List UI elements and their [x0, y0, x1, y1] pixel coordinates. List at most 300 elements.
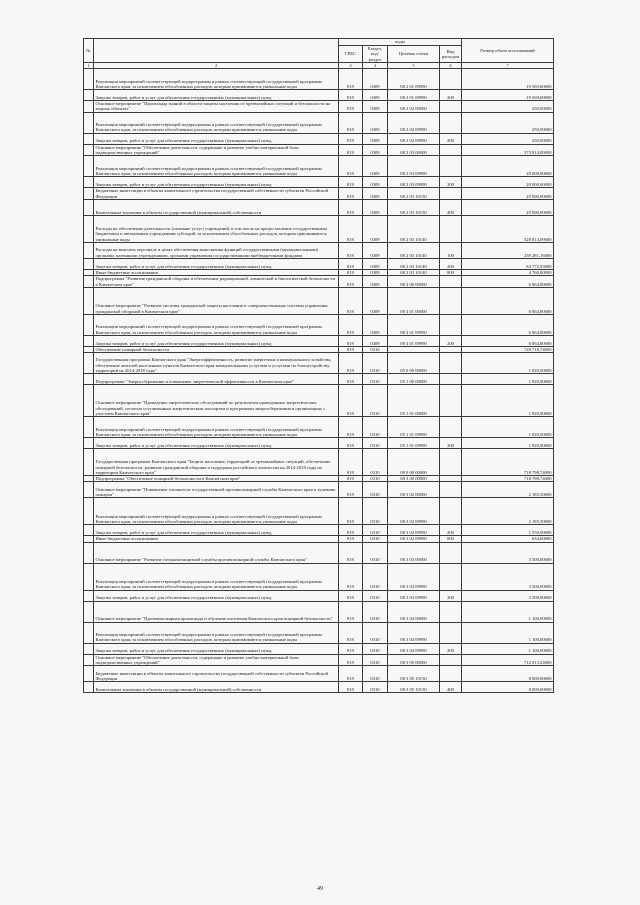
cell-num [84, 643, 94, 654]
cell-amount: 25 000,00000 [462, 199, 554, 215]
table-row [84, 449, 554, 476]
table-row [84, 276, 554, 288]
cell-amount: 20 000,00000 [462, 177, 554, 188]
cell-target: 08 3 02 00000 [388, 482, 440, 498]
cell-name: Закупка товаров, работ и услуг для обеспечения государственных (муниципальных) нужд [94, 643, 339, 654]
cell-grbs: 819 [339, 242, 363, 258]
index-cell: 7 [462, 62, 554, 68]
cell-target: 08 2 01 09990 [388, 69, 440, 90]
cell-num [84, 385, 94, 417]
table-row [84, 335, 554, 346]
cell-num [84, 112, 94, 133]
cell-grbs: 819 [339, 438, 363, 449]
cell-type: 200 [440, 438, 462, 449]
cell-grbs: 819 [339, 177, 363, 188]
cell-section: 0309 [363, 242, 388, 258]
cell-type: 400 [440, 682, 462, 693]
cell-name: Государственная программа Камчатского края "Энергоэффективность, развитие энергетики и коммунального хозяйства, обеспечение жителей населенных пунктов Камчатского края коммунальными услугами и услугами по благоустройству территорий на 2014-2018 годы" [94, 353, 339, 374]
index-cell: 3 [339, 62, 363, 68]
cell-section: 0309 [363, 144, 388, 156]
cell-grbs: 819 [339, 654, 363, 666]
cell-name: Основное мероприятие "Противопожарная пропаганда и обучение населения Камчатского края пожарной безопасности" [94, 601, 339, 622]
cell-section: 0309 [363, 101, 388, 113]
cell-num [84, 353, 94, 374]
cell-type [440, 156, 462, 177]
cell-amount: 1 920,00000 [462, 385, 554, 417]
cell-amount: 1 100,00000 [462, 643, 554, 654]
cell-target: 08 2 03 10140 [388, 215, 440, 242]
cell-section: 0309 [363, 287, 388, 314]
cell-name: Основное мероприятие "Обеспечение деятельности, содержание и развитие учебно-материальной базы подведомственных учреждений" [94, 654, 339, 666]
cell-target: 05 1 00 00000 [388, 374, 440, 385]
cell-num [84, 374, 94, 385]
cell-amount: 8 000,00000 [462, 666, 554, 682]
cell-amount: 1 100,00000 [462, 622, 554, 643]
cell-type: 800 [440, 536, 462, 542]
cell-name: Основное мероприятие "Пропаганда знаний в области защиты населения от чрезвычайных ситуаций и безопасности на водных объектах" [94, 101, 339, 113]
cell-num [84, 417, 94, 438]
cell-section: 0309 [363, 335, 388, 346]
cell-type [440, 112, 462, 133]
cell-grbs: 819 [339, 276, 363, 288]
cell-type: 100 [440, 242, 462, 258]
cell-target: 08 2 02 09990 [388, 133, 440, 144]
cell-target: 08 3 02 09990 [388, 525, 440, 536]
cell-amount: 250,00000 [462, 101, 554, 113]
cell-grbs: 819 [339, 498, 363, 525]
cell-section: 0310 [363, 449, 388, 476]
table-header [84, 39, 554, 69]
cell-section: 0310 [363, 542, 388, 563]
cell-section: 0310 [363, 536, 388, 542]
table-row [84, 374, 554, 385]
index-cell: 5 [388, 62, 440, 68]
cell-grbs: 819 [339, 590, 363, 601]
cell-target: 08 2 02 09990 [388, 112, 440, 133]
cell-name: Бюджетные инвестиции в объекты капитального строительства государственной собственности субъектов Российской Федерации [94, 188, 339, 200]
table-row [84, 498, 554, 525]
cell-grbs: 819 [339, 666, 363, 682]
table-row [84, 69, 554, 90]
cell-type: 200 [440, 335, 462, 346]
header-target: Целевая статья [388, 46, 440, 63]
cell-grbs: 819 [339, 643, 363, 654]
cell-amount: 19 569,60000 [462, 90, 554, 101]
table-row [84, 156, 554, 177]
cell-section: 0310 [363, 622, 388, 643]
cell-amount: 328 814,09000 [462, 215, 554, 242]
cell-amount: 718 798,74000 [462, 449, 554, 476]
header-num: № [84, 39, 94, 63]
cell-grbs: 819 [339, 449, 363, 476]
cell-amount: 239 281,16000 [462, 242, 554, 258]
cell-section: 0310 [363, 682, 388, 693]
table-row [84, 417, 554, 438]
cell-type [440, 563, 462, 590]
cell-section: 0310 [363, 385, 388, 417]
cell-target: 08 3 04 00000 [388, 601, 440, 622]
cell-amount: 1 920,00000 [462, 353, 554, 374]
cell-name: Реализация мероприятий соответствующей подпрограммы в рамках соответствующей государственной программы Камчатского края, за исключением обособленных расходов, которым присваиваются уникальные коды [94, 622, 339, 643]
cell-grbs: 819 [339, 112, 363, 133]
cell-name: Основное мероприятие "Проведение энергетических обследований по результатам проведенных энергетических обследований, согласно составленным энергетическим паспортам и программам энергосбережения в организациях с участием Камчатского края" [94, 385, 339, 417]
cell-section: 0310 [363, 643, 388, 654]
cell-target: 08 3 05 00000 [388, 654, 440, 666]
cell-type [440, 353, 462, 374]
cell-grbs: 819 [339, 417, 363, 438]
cell-type: 200 [440, 133, 462, 144]
cell-name: Закупка товаров, работ и услуг для обеспечения государственных (муниципальных) нужд [94, 177, 339, 188]
cell-grbs: 819 [339, 269, 363, 275]
cell-target: 08 4 01 00000 [388, 287, 440, 314]
cell-grbs: 819 [339, 188, 363, 200]
cell-type [440, 498, 462, 525]
cell-section: 0310 [363, 498, 388, 525]
cell-section: 0310 [363, 601, 388, 622]
cell-num [84, 482, 94, 498]
cell-type [440, 276, 462, 288]
cell-type [440, 314, 462, 335]
cell-name: Капитальные вложения в объекты государственной (муниципальной) собственности [94, 199, 339, 215]
cell-name: Реализация мероприятий соответствующей подпрограммы в рамках соответствующей государственной программы Камчатского края, за исключением обособленных расходов, которым присваиваются уникальные коды [94, 563, 339, 590]
cell-type: 200 [440, 643, 462, 654]
cell-target: 08 3 05 10130 [388, 682, 440, 693]
cell-section: 0309 [363, 177, 388, 188]
cell-amount: 84 772,93000 [462, 258, 554, 269]
cell-grbs: 819 [339, 287, 363, 314]
table-row [84, 682, 554, 693]
cell-grbs: 819 [339, 536, 363, 542]
table-row [84, 622, 554, 643]
cell-grbs: 819 [339, 622, 363, 643]
cell-target: 08 3 02 09990 [388, 498, 440, 525]
cell-target: 08 3 03 09990 [388, 590, 440, 601]
cell-grbs: 819 [339, 156, 363, 177]
cell-grbs: 819 [339, 144, 363, 156]
cell-grbs: 819 [339, 542, 363, 563]
cell-type [440, 374, 462, 385]
cell-type [440, 622, 462, 643]
cell-target: 08 3 00 00000 [388, 476, 440, 482]
cell-num [84, 314, 94, 335]
cell-name: Закупка товаров, работ и услуг для обеспечения государственных (муниципальных) нужд [94, 133, 339, 144]
cell-name: Закупка товаров, работ и услуг для обеспечения государственных (муниципальных) нужд [94, 335, 339, 346]
cell-target: 08 2 02 00000 [388, 101, 440, 113]
cell-name: Основное мероприятие "Обеспечение деятельности, содержание и развитие учебно-материальной базы подведомственных учреждений" [94, 144, 339, 156]
cell-type: 200 [440, 177, 462, 188]
cell-grbs: 819 [339, 101, 363, 113]
cell-type [440, 449, 462, 476]
cell-num [84, 563, 94, 590]
cell-target: 05 1 01 09990 [388, 417, 440, 438]
cell-amount: 8 000,00000 [462, 682, 554, 693]
cell-name: Капитальные вложения в объекты государственной (муниципальной) собственности [94, 682, 339, 693]
cell-target: 08 2 03 10130 [388, 188, 440, 200]
cell-amount: 720 718,74000 [462, 346, 554, 352]
cell-num [84, 177, 94, 188]
cell-name: Расходы на выплаты персоналу в целях обеспечения выполнения функций государственными (муниципальными) органами, казенными учреждениями, органами управления государственными внебюджетными фондами [94, 242, 339, 258]
header-amount: Размер объем ассигнований [462, 39, 554, 63]
cell-target: 08 3 05 10130 [388, 666, 440, 682]
cell-num [84, 590, 94, 601]
cell-grbs: 819 [339, 258, 363, 269]
cell-target: 08 2 03 10140 [388, 269, 440, 275]
cell-name: Закупка товаров, работ и услуг для обеспечения государственных (муниципальных) нужд [94, 590, 339, 601]
cell-name: Бюджетные инвестиции в объекты капитального строительства государственной собственности субъектов Российской Федерации [94, 666, 339, 682]
index-cell: 1 [84, 62, 94, 68]
cell-amount: 6 064,80000 [462, 287, 554, 314]
index-cell: 4 [363, 62, 388, 68]
cell-name: Подпрограмма "Энергосбережение и повышение энергетической эффективности в Камчатском крае" [94, 374, 339, 385]
cell-grbs: 819 [339, 90, 363, 101]
cell-amount: 250,00000 [462, 112, 554, 133]
cell-type [440, 101, 462, 113]
cell-target: 08 3 03 00000 [388, 542, 440, 563]
cell-grbs: 819 [339, 335, 363, 346]
cell-amount: 1 920,00000 [462, 438, 554, 449]
budget-table [83, 38, 554, 693]
cell-section: 0309 [363, 133, 388, 144]
cell-section: 0310 [363, 482, 388, 498]
cell-type [440, 654, 462, 666]
cell-target: 08 4 00 00000 [388, 276, 440, 288]
cell-name: Реализация мероприятий соответствующей подпрограммы в рамках соответствующей государственной программы Камчатского края, за исключением обособленных расходов, которым присваиваются уникальные коды [94, 417, 339, 438]
cell-name: Закупка товаров, работ и услуг для обеспечения государственных (муниципальных) нужд [94, 438, 339, 449]
cell-type [440, 144, 462, 156]
cell-type [440, 482, 462, 498]
table-row [84, 199, 554, 215]
cell-target: 05 1 01 00000 [388, 385, 440, 417]
cell-name: Государственная программа Камчатского края "Защита населения, территорий от чрезвычайных ситуаций, обеспечение пожарной безопасности, развитие гражданской обороны и поддержка российского казачества на 2014-2018 годы на территории Камчатского края" [94, 449, 339, 476]
cell-section: 0310 [363, 353, 388, 374]
cell-type [440, 215, 462, 242]
cell-num [84, 242, 94, 258]
cell-num [84, 156, 94, 177]
cell-section: 0309 [363, 188, 388, 200]
cell-amount: 2 185,50000 [462, 482, 554, 498]
cell-name: Иные бюджетные ассигнования [94, 269, 339, 275]
cell-type: 200 [440, 258, 462, 269]
cell-section: 0310 [363, 438, 388, 449]
cell-grbs: 819 [339, 525, 363, 536]
table-row [84, 385, 554, 417]
cell-grbs: 819 [339, 682, 363, 693]
cell-num [84, 542, 94, 563]
table-row [84, 90, 554, 101]
table-row [84, 353, 554, 374]
cell-num [84, 525, 94, 536]
cell-name: Реализация мероприятий соответствующей подпрограммы в рамках соответствующей государственной программы Камчатского края, за исключением обособленных расходов, которым присваиваются уникальные коды [94, 314, 339, 335]
table-row [84, 258, 554, 269]
table-row [84, 643, 554, 654]
cell-num [84, 144, 94, 156]
cell-section: 0309 [363, 156, 388, 177]
cell-type [440, 666, 462, 682]
cell-target: 08 2 03 10140 [388, 258, 440, 269]
cell-name: Реализация мероприятий соответствующей подпрограммы в рамках соответствующей государственной программы Камчатского края, за исключением обособленных расходов, которым присваиваются уникальные коды [94, 498, 339, 525]
table-row [84, 101, 554, 113]
cell-type [440, 542, 462, 563]
cell-num [84, 215, 94, 242]
cell-section: 0309 [363, 90, 388, 101]
cell-target: 08 4 01 09990 [388, 314, 440, 335]
cell-grbs: 819 [339, 346, 363, 352]
cell-name: Закупка товаров, работ и услуг для обеспечения государственных (муниципальных) нужд [94, 90, 339, 101]
cell-num [84, 90, 94, 101]
cell-amount: 1 920,00000 [462, 374, 554, 385]
cell-amount: 20 000,00000 [462, 156, 554, 177]
table-row [84, 314, 554, 335]
cell-section: 0310 [363, 476, 388, 482]
cell-grbs: 819 [339, 199, 363, 215]
cell-amount: 718 798,74000 [462, 476, 554, 482]
cell-name: Реализация мероприятий соответствующей подпрограммы в рамках соответствующей государственной программы Камчатского края, за исключением обособленных расходов, которым присваиваются уникальные коды [94, 156, 339, 177]
cell-section: 0310 [363, 563, 388, 590]
cell-section: 0310 [363, 374, 388, 385]
cell-target: 08 3 03 09990 [388, 563, 440, 590]
table-row [84, 144, 554, 156]
table-body [84, 69, 554, 693]
cell-num [84, 449, 94, 476]
cell-name: Основное мероприятие "Развитие газодымозащитной службы противопожарной службы Камчатского края" [94, 542, 339, 563]
header-type: Вид расходов [440, 46, 462, 63]
cell-name: Реализация мероприятий соответствующей подпрограммы в рамках соответствующей государственной программы Камчатского края, за исключением обособленных расходов, которым присваиваются уникальные коды [94, 112, 339, 133]
cell-num [84, 335, 94, 346]
cell-type: 400 [440, 199, 462, 215]
table-row [84, 482, 554, 498]
table-row [84, 590, 554, 601]
table-row [84, 601, 554, 622]
cell-amount: 1 100,00000 [462, 601, 554, 622]
cell-num [84, 188, 94, 200]
cell-num [84, 438, 94, 449]
cell-amount: 250,00000 [462, 133, 554, 144]
cell-type [440, 287, 462, 314]
cell-amount: 3 500,00000 [462, 590, 554, 601]
cell-amount: 4 760,00000 [462, 269, 554, 275]
cell-target: 05 0 00 00000 [388, 353, 440, 374]
cell-amount: 634,60000 [462, 536, 554, 542]
header-section: Раздел, под-раздел [363, 46, 388, 63]
cell-grbs: 819 [339, 314, 363, 335]
cell-target: 08 3 04 09990 [388, 622, 440, 643]
cell-target: 08 2 01 09990 [388, 90, 440, 101]
table-row [84, 525, 554, 536]
table-row [84, 133, 554, 144]
cell-target: 08 4 01 09990 [388, 335, 440, 346]
cell-name: Иные бюджетные ассигнования [94, 536, 339, 542]
cell-target: 08 0 00 00000 [388, 449, 440, 476]
table-row [84, 666, 554, 682]
cell-grbs: 819 [339, 215, 363, 242]
cell-type: 200 [440, 90, 462, 101]
table-row [84, 242, 554, 258]
cell-section: 0309 [363, 69, 388, 90]
cell-target: 08 2 03 09990 [388, 177, 440, 188]
cell-target: 05 1 01 09990 [388, 438, 440, 449]
cell-name: Подпрограмма "Обеспечение пожарной безопасности в Камчатском крае" [94, 476, 339, 482]
cell-type [440, 69, 462, 90]
cell-amount: 3 500,00000 [462, 542, 554, 563]
cell-section: 0309 [363, 276, 388, 288]
cell-num [84, 258, 94, 269]
cell-amount: 6 064,80000 [462, 276, 554, 288]
cell-amount: 3 500,00000 [462, 563, 554, 590]
table-row [84, 215, 554, 242]
cell-grbs: 819 [339, 133, 363, 144]
cell-name: Закупка товаров, работ и услуг для обеспечения государственных (муниципальных) нужд [94, 525, 339, 536]
cell-section: 0309 [363, 199, 388, 215]
cell-section: 0310 [363, 346, 388, 352]
cell-target: 08 3 02 09990 [388, 536, 440, 542]
header-grbs: ГРБС [339, 46, 363, 63]
cell-target: 08 2 03 10140 [388, 242, 440, 258]
cell-num [84, 276, 94, 288]
cell-amount: 6 064,80000 [462, 314, 554, 335]
table-row [84, 438, 554, 449]
cell-section: 0309 [363, 112, 388, 133]
cell-amount: 19 569,60000 [462, 69, 554, 90]
cell-grbs: 819 [339, 69, 363, 90]
cell-amount: 6 064,80000 [462, 335, 554, 346]
cell-num [84, 601, 94, 622]
cell-target: 08 3 04 09990 [388, 643, 440, 654]
header-name [94, 39, 339, 63]
page-number: 49 [317, 886, 323, 892]
cell-type: 200 [440, 590, 462, 601]
cell-name: Расходы на обеспечение деятельности (оказание услуг) учреждений, в том числе на предоставление государственным бюджетным и автономным учреждениям субсидий, за исключением обособленных расходов, которым присваиваются уникальные коды [94, 215, 339, 242]
cell-section: 0310 [363, 417, 388, 438]
cell-section: 0309 [363, 258, 388, 269]
table-row [84, 654, 554, 666]
cell-grbs: 819 [339, 374, 363, 385]
cell-amount: 25 000,00000 [462, 188, 554, 200]
cell-name: Основное мероприятие "Развитие системы гражданской защиты населения и совершенствование системы управления гражданской обороной в Камчатском крае" [94, 287, 339, 314]
table-row [84, 563, 554, 590]
header-codes: коды [339, 39, 462, 46]
cell-name: Закупка товаров, работ и услуг для обеспечения государственных (муниципальных) нужд [94, 258, 339, 269]
cell-type: 200 [440, 525, 462, 536]
cell-grbs: 819 [339, 482, 363, 498]
table-row [84, 188, 554, 200]
cell-section: 0309 [363, 215, 388, 242]
table-row [84, 287, 554, 314]
cell-name: Обеспечение пожарной безопасности [94, 346, 339, 352]
cell-target: 08 2 03 10130 [388, 199, 440, 215]
cell-target: 08 2 03 00000 [388, 144, 440, 156]
cell-section: 0310 [363, 666, 388, 682]
cell-grbs: 819 [339, 476, 363, 482]
cell-num [84, 69, 94, 90]
cell-type [440, 188, 462, 200]
cell-num [84, 498, 94, 525]
cell-target: 08 2 03 09990 [388, 156, 440, 177]
cell-num [84, 622, 94, 643]
cell-num [84, 199, 94, 215]
cell-num [84, 654, 94, 666]
table-row [84, 177, 554, 188]
cell-type [440, 385, 462, 417]
cell-section: 0310 [363, 654, 388, 666]
cell-name: Реализация мероприятий соответствующей подпрограммы в рамках соответствующей государственной программы Камчатского края, за исключением обособленных расходов, которым присваиваются уникальные коды [94, 69, 339, 90]
cell-type: 800 [440, 269, 462, 275]
cell-amount: 2 185,50000 [462, 498, 554, 525]
cell-amount: 373 814,09000 [462, 144, 554, 156]
cell-grbs: 819 [339, 563, 363, 590]
cell-num [84, 101, 94, 113]
cell-type [440, 601, 462, 622]
cell-num [84, 133, 94, 144]
